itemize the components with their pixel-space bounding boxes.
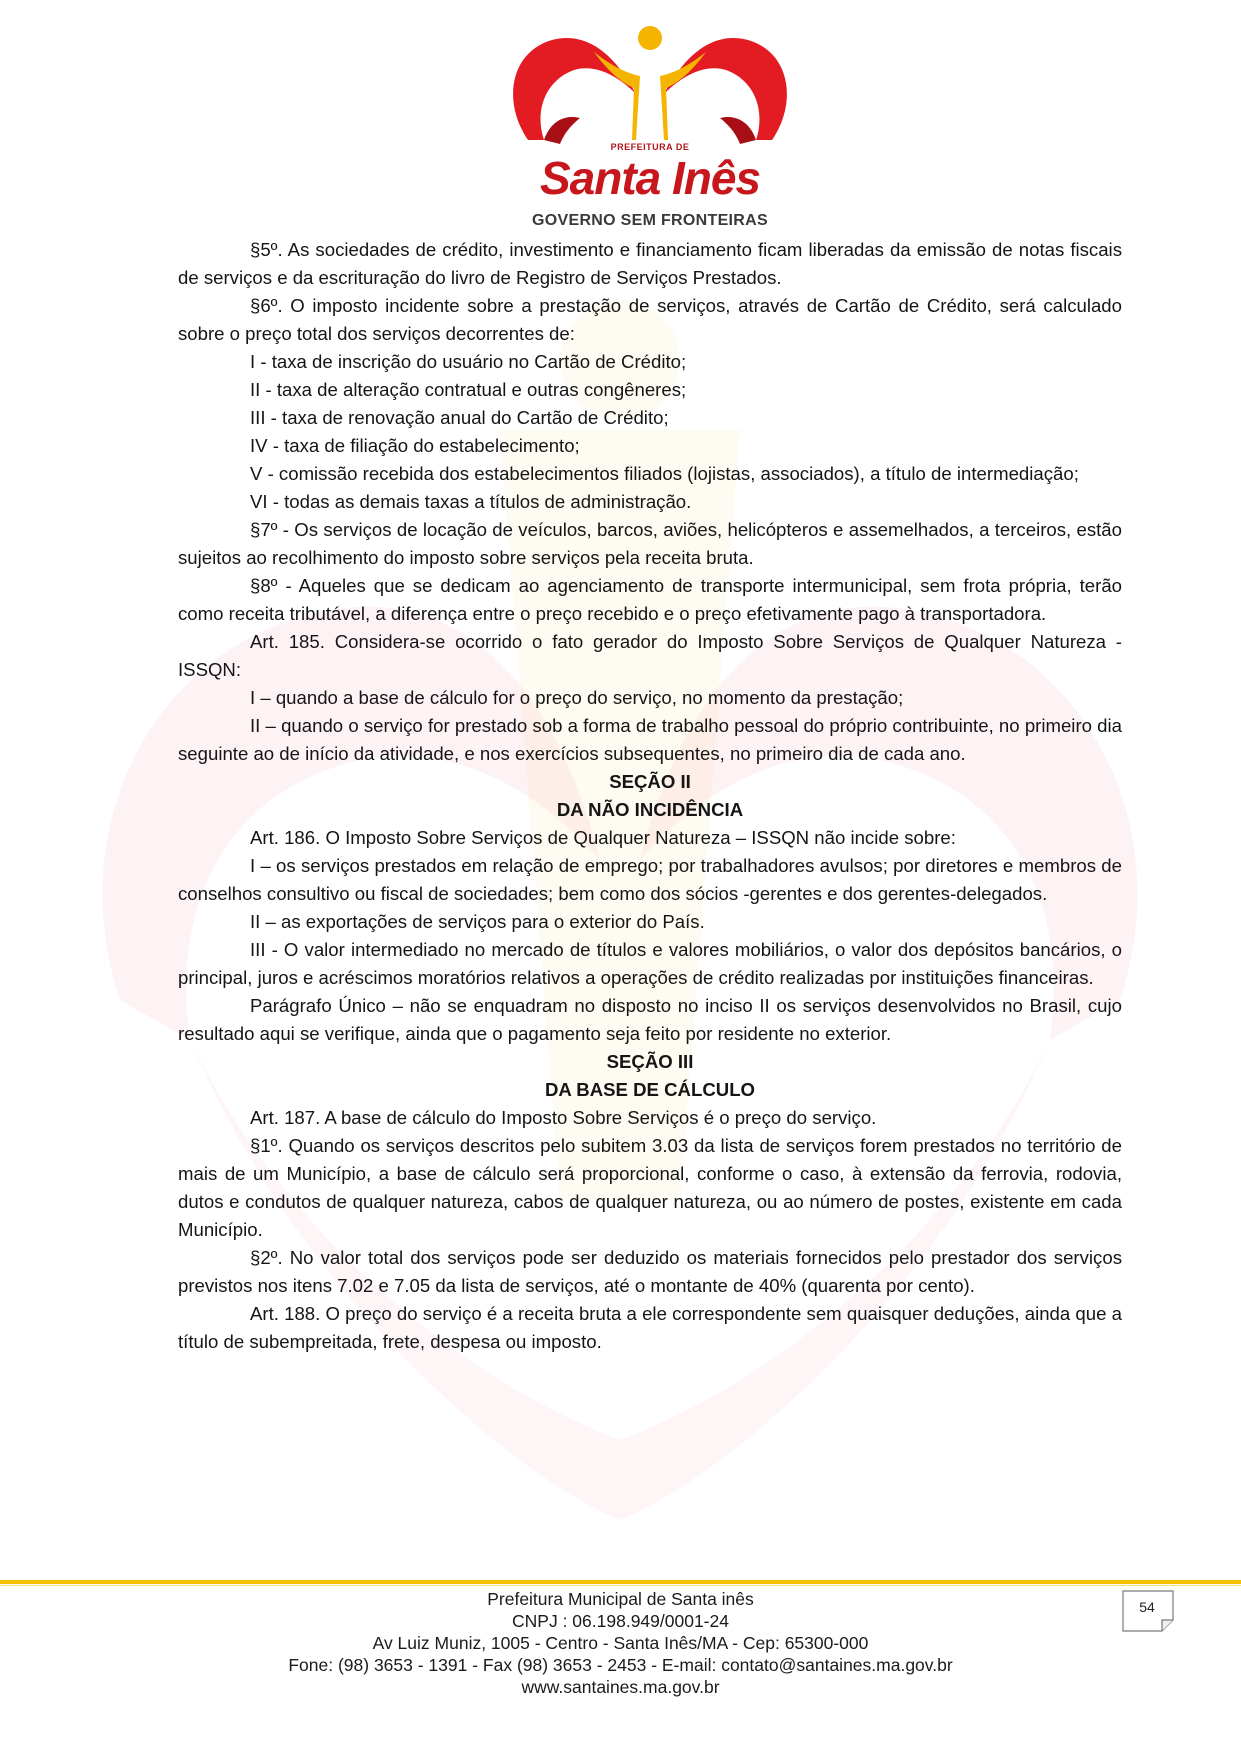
list-item: I - taxa de inscrição do usuário no Cartão de Crédito;	[250, 351, 687, 372]
footer-divider-thin	[0, 1585, 1241, 1586]
municipality-logo	[490, 22, 810, 229]
list-item: III - O valor intermediado no mercado de títulos e valores mobiliários, o valor dos depósitos bancários, o principal, juros e acréscimos moratórios relativos a operações de crédito realizadas por instituições financeiras.	[178, 939, 1122, 988]
article: Art. 186. O Imposto Sobre Serviços de Qualquer Natureza – ISSQN não incide sobre:	[250, 827, 956, 848]
section-title: DA NÃO INCIDÊNCIA	[556, 799, 744, 820]
footer-website: www.santaines.ma.gov.br	[521, 1677, 720, 1697]
logo-slogan: GOVERNO SEM FRONTEIRAS	[532, 212, 768, 229]
section-title: DA BASE DE CÁLCULO	[544, 1079, 756, 1100]
page-number: 54	[1139, 1599, 1155, 1615]
footer-cnpj: CNPJ : 06.198.949/0001-24	[512, 1611, 729, 1631]
list-item: I – os serviços prestados em relação de emprego; por trabalhadores avulsos; por diretores e membros de conselhos consultivo ou fiscal de sociedades; bem como dos sócios -gerentes e dos gerentes-delegados.	[178, 855, 1122, 904]
article: Art. 185. Considera-se ocorrido o fato gerador do Imposto Sobre Serviços de Qualquer Natureza - ISSQN:	[178, 631, 1122, 680]
paragraph: §8º - Aqueles que se dedicam ao agenciamento de transporte intermunicipal, sem frota própria, terão como receita tributável, a diferença entre o preço recebido e o preço efetivamente pago à transportadora.	[178, 575, 1122, 624]
footer-contact: Fone: (98) 3653 - 1391 - Fax (98) 3653 - 2453 - E-mail: contato@santaines.ma.gov.br	[288, 1655, 953, 1675]
logo-prefix: PREFEITURA DE	[610, 142, 690, 152]
paragraph: §7º - Os serviços de locação de veículos, barcos, aviões, helicópteros e assemelhados, a terceiros, estão sujeitos ao recolhimento do imposto sobre serviços pela receita bruta.	[178, 519, 1122, 568]
logo-name: Santa Inês	[539, 152, 761, 204]
heart-emblem-icon	[490, 22, 810, 152]
paragraph: §1º. Quando os serviços descritos pelo subitem 3.03 da lista de serviços forem prestados no território de mais de um Município, a base de cálculo será proporcional, conforme o caso, à extensão da ferrovia, rodovia, dutos e condutos de qualquer natureza, cabos de qualquer natureza, ou ao número de postes, existente em cada Município.	[178, 1135, 1122, 1240]
list-item: I – quando a base de cálculo for o preço do serviço, no momento da prestação;	[250, 687, 904, 708]
paragraph: §5º. As sociedades de crédito, investimento e financiamento ficam liberadas da emissão de notas fiscais de serviços e da escrituração do livro de Registro de Serviços Prestados.	[178, 239, 1122, 288]
list-item: VI - todas as demais taxas a títulos de administração.	[250, 491, 692, 512]
section-heading: SEÇÃO II	[609, 771, 691, 792]
footer-divider	[0, 1580, 1241, 1584]
paragraph: §2º. No valor total dos serviços pode ser deduzido os materiais fornecidos pelo prestador dos serviços previstos nos itens 7.02 e 7.05 da lista de serviços, até o montante de 40% (quarenta por cento).	[178, 1247, 1122, 1296]
list-item: IV - taxa de filiação do estabelecimento;	[250, 435, 580, 456]
section-heading: SEÇÃO III	[606, 1051, 694, 1072]
article: Art. 187. A base de cálculo do Imposto Sobre Serviços é o preço do serviço.	[250, 1107, 877, 1128]
list-item: V - comissão recebida dos estabelecimentos filiados (lojistas, associados), a título de intermediação;	[250, 463, 1079, 484]
article: Art. 188. O preço do serviço é a receita bruta a ele correspondente sem quaisquer deduções, ainda que a título de subempreitada, frete, despesa ou imposto.	[178, 1303, 1122, 1352]
footer-org-name: Prefeitura Municipal de Santa inês	[487, 1589, 754, 1609]
page-number-box	[1122, 1590, 1180, 1632]
paragraph: Parágrafo Único – não se enquadram no disposto no inciso II os serviços desenvolvidos no Brasil, cujo resultado aqui se verifique, ainda que o pagamento seja feito por residente no exterior.	[178, 995, 1122, 1044]
list-item: II - taxa de alteração contratual e outras congêneres;	[250, 379, 687, 400]
list-item: II – as exportações de serviços para o exterior do País.	[250, 911, 705, 932]
footer-address: Av Luiz Muniz, 1005 - Centro - Santa Inês/MA - Cep: 65300-000	[372, 1633, 869, 1653]
document-body	[178, 236, 1122, 1356]
paragraph: §6º. O imposto incidente sobre a prestação de serviços, através de Cartão de Crédito, será calculado sobre o preço total dos serviços decorrentes de:	[178, 295, 1122, 344]
footer	[0, 1588, 1241, 1698]
list-item: III - taxa de renovação anual do Cartão de Crédito;	[250, 407, 669, 428]
list-item: II – quando o serviço for prestado sob a forma de trabalho pessoal do próprio contribuinte, no primeiro dia seguinte ao de início da atividade, e nos exercícios subsequentes, no primeiro dia de cada ano.	[178, 715, 1122, 764]
